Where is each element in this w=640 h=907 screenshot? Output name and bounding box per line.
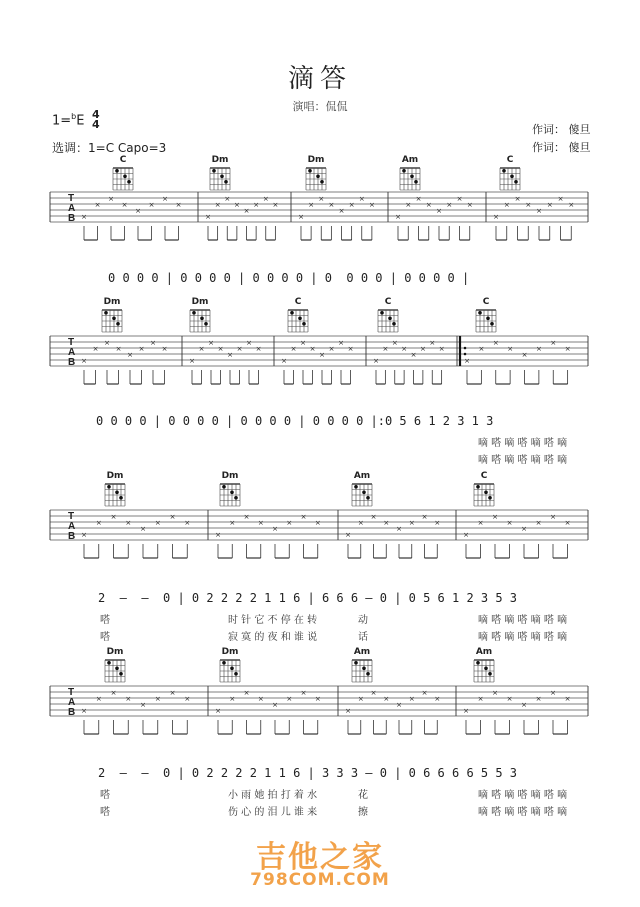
tab-note: × <box>438 345 445 353</box>
jianpu-row-1: 0 0 0 0 | 0 0 0 0 | 0 0 0 0 | 0 0 0 0 | 0 0 0 0 | <box>108 271 470 285</box>
chord-finger-dot <box>200 317 204 321</box>
tab-note: × <box>81 707 87 715</box>
tab-note: × <box>503 201 510 209</box>
chord-name: Am <box>401 155 419 165</box>
tab-note: × <box>298 213 304 221</box>
tab-note: × <box>550 513 556 521</box>
tab-note: × <box>506 519 513 527</box>
tab-note: × <box>115 345 122 353</box>
tab-note: × <box>154 519 161 527</box>
tab-letter: A <box>68 521 76 532</box>
tab-note: × <box>535 345 542 353</box>
jianpu-row-4: 2 — — 0 | 0 2 2 2 2 1 1 6 | 3 3 3 — 0 | 0 6 6 6 6 5 5 3 <box>98 766 518 780</box>
chord-finger-dot <box>234 496 238 500</box>
lyric-row4-line2-c: 擦 <box>358 807 368 818</box>
chord-finger-dot <box>476 485 480 489</box>
chord-finger-dot <box>104 311 108 315</box>
tab-note: × <box>300 339 306 347</box>
tab-note: × <box>535 519 542 527</box>
key-prefix: 1= <box>52 113 72 129</box>
jianpu-row-3: 2 — — 0 | 0 2 2 2 2 1 1 6 | 6 6 6 — 0 | 0 5 6 1 2 3 5 3 <box>98 591 518 605</box>
tab-note: × <box>127 351 133 359</box>
tab-note: × <box>314 695 321 703</box>
tab-note: × <box>253 201 260 209</box>
tab-letter: A <box>68 347 76 358</box>
tab-note: × <box>189 357 195 365</box>
lyric-row4-line2-d: 嘀 嗒 嘀 嗒 嘀 嗒 嘀 <box>478 807 568 818</box>
tab-note: × <box>464 357 470 365</box>
chord-name: Dm <box>221 647 239 657</box>
lyric-row3-line1-b: 时 针 它 不 停 在 转 <box>228 615 318 626</box>
tab-note: × <box>401 345 408 353</box>
tab-note: × <box>169 689 176 697</box>
chord-name: C <box>384 297 392 307</box>
tab-note: × <box>229 695 236 703</box>
tab-note: × <box>550 689 556 697</box>
tab-note: × <box>175 201 182 209</box>
tab-note: × <box>104 339 110 347</box>
tab-note: × <box>478 345 485 353</box>
tab-note: × <box>383 695 390 703</box>
tab-note: × <box>536 207 542 215</box>
tab-note: × <box>140 525 146 533</box>
tab-note: × <box>255 345 262 353</box>
tab-note: × <box>396 525 402 533</box>
chord-finger-dot <box>414 180 418 184</box>
chord-finger-dot <box>366 672 370 676</box>
tab-note: × <box>345 707 351 715</box>
tab-note: × <box>215 707 221 715</box>
chord-finger-dot <box>112 317 116 321</box>
chord-finger-dot <box>123 175 127 179</box>
chord-finger-dot <box>224 180 228 184</box>
lyricist-credit: 作词： 傻旦 <box>532 123 591 136</box>
tab-note: × <box>125 519 132 527</box>
chord-finger-dot <box>380 311 384 315</box>
tab-note: × <box>272 701 278 709</box>
tab-note: × <box>568 201 575 209</box>
tab-note: × <box>272 525 278 533</box>
tab-letter: B <box>68 707 76 718</box>
chord-finger-dot <box>366 496 370 500</box>
tab-note: × <box>419 345 426 353</box>
tab-note: × <box>564 345 571 353</box>
tab-note: × <box>338 207 345 215</box>
chord-finger-dot <box>362 491 366 495</box>
chord-finger-dot <box>220 175 224 179</box>
tab-note: × <box>95 695 102 703</box>
tab-note: × <box>246 339 252 347</box>
song-title: 滴答 <box>287 64 352 94</box>
tab-note: × <box>300 689 307 697</box>
chord-name: Dm <box>307 155 325 165</box>
tab-note: × <box>477 519 484 527</box>
chord-name: C <box>294 297 302 307</box>
tab-note: × <box>493 213 499 221</box>
tab-note: × <box>466 201 473 209</box>
chord-finger-dot <box>302 322 306 326</box>
chord-finger-dot <box>490 322 494 326</box>
tab-letter: B <box>68 213 76 224</box>
chord-finger-dot <box>514 180 518 184</box>
tab-note: × <box>286 519 293 527</box>
tab-note: × <box>463 531 469 539</box>
tab-note: × <box>408 519 415 527</box>
tab-note: × <box>550 339 557 347</box>
tab-note: × <box>286 695 293 703</box>
tab-note: × <box>162 195 168 203</box>
capo-info: 选调：1=C Capo=3 <box>52 141 167 155</box>
lyric-row4-line1-d: 嘀 嗒 嘀 嗒 嘀 嗒 嘀 <box>478 790 568 801</box>
tab-note: × <box>138 345 145 353</box>
tab-note: × <box>507 345 514 353</box>
tab-note: × <box>456 195 463 203</box>
tab-note: × <box>514 195 521 203</box>
tab-note: × <box>436 207 442 215</box>
tab-note: × <box>309 345 316 353</box>
chord-finger-dot <box>115 169 119 173</box>
tab-note: × <box>108 195 114 203</box>
tab-letter: T <box>68 511 75 522</box>
tab-note: × <box>184 695 191 703</box>
chord-finger-dot <box>127 180 131 184</box>
tab-note: × <box>383 519 390 527</box>
chord-finger-dot <box>115 491 119 495</box>
chord-finger-dot <box>484 491 488 495</box>
tab-note: × <box>434 695 441 703</box>
tab-note: × <box>81 531 87 539</box>
lyric-row4-line1-c: 花 <box>358 790 368 801</box>
tab-letter: B <box>68 531 76 542</box>
meter-bottom: 4 <box>92 118 100 131</box>
lyric-row3-line2-c: 话 <box>358 632 368 643</box>
chord-finger-dot <box>354 661 358 665</box>
chord-finger-dot <box>320 180 324 184</box>
chord-finger-dot <box>192 311 196 315</box>
lyric-row4-line1-b: 小 雨 她 拍 打 着 水 <box>228 790 318 801</box>
tab-note: × <box>243 513 250 521</box>
lyric-row4-line1-a: 嗒 <box>100 790 110 801</box>
tab-note: × <box>243 207 250 215</box>
chord-finger-dot <box>510 175 514 179</box>
lyric-row3-line2-b: 寂 寞 的 夜 和 谁 说 <box>228 632 318 643</box>
chord-name: C <box>506 155 514 165</box>
meter-top: 4 <box>92 108 100 121</box>
chord-finger-dot <box>298 317 302 321</box>
tab-note: × <box>328 345 335 353</box>
tab-note: × <box>148 201 155 209</box>
tab-note: × <box>396 701 402 709</box>
chord-name: Dm <box>103 297 121 307</box>
tab-note: × <box>110 513 117 521</box>
tab-note: × <box>391 339 398 347</box>
chord-finger-dot <box>212 169 216 173</box>
tab-note: × <box>492 339 499 347</box>
tab-note: × <box>233 201 240 209</box>
tab-note: × <box>198 345 205 353</box>
chord-finger-dot <box>502 169 506 173</box>
chord-finger-dot <box>392 322 396 326</box>
tab-note: × <box>236 345 243 353</box>
chord-finger-dot <box>486 317 490 321</box>
tab-note: × <box>243 689 250 697</box>
tab-note: × <box>358 195 365 203</box>
tab-note: × <box>521 351 528 359</box>
tab-note: × <box>425 201 432 209</box>
chord-name: C <box>480 471 488 481</box>
chord-finger-dot <box>388 317 392 321</box>
chord-name: C <box>482 297 490 307</box>
chord-name: Am <box>353 471 371 481</box>
chord-finger-dot <box>488 496 492 500</box>
tab-note: × <box>492 689 498 697</box>
chord-finger-dot <box>362 667 366 671</box>
tab-note: × <box>410 351 417 359</box>
tab-note: × <box>257 519 264 527</box>
tab-letter: T <box>68 193 75 204</box>
lyric-row3-line1-d: 嘀 嗒 嘀 嗒 嘀 嗒 嘀 <box>478 615 568 626</box>
lyric-row4-line2-b: 伤 心 的 泪 儿 谁 来 <box>228 807 318 818</box>
tab-note: × <box>328 201 335 209</box>
tab-note: × <box>125 695 132 703</box>
watermark-logo: 吉他之家 <box>256 840 384 875</box>
jianpu-row-2: 0 0 0 0 | 0 0 0 0 | 0 0 0 0 | 0 0 0 0 |:0 5 6 1 2 3 1 3 <box>96 414 494 428</box>
tab-note: × <box>208 339 214 347</box>
tab-note: × <box>521 525 527 533</box>
tab-note: × <box>272 201 279 209</box>
tab-note: × <box>370 689 377 697</box>
tab-note: × <box>463 707 469 715</box>
tab-note: × <box>421 513 428 521</box>
lyric-row3-line2-d: 嘀 嗒 嘀 嗒 嘀 嗒 嘀 <box>478 632 568 643</box>
tab-note: × <box>161 345 168 353</box>
tab-note: × <box>140 701 146 709</box>
chord-finger-dot <box>107 485 111 489</box>
watermark-url: 798COM.COM <box>250 870 390 890</box>
chord-name: Am <box>353 647 371 657</box>
tab-note: × <box>92 345 99 353</box>
lyric-row2-line1: 嘀 嗒 嘀 嗒 嘀 嗒 嘀 <box>478 438 568 449</box>
tab-note: × <box>546 201 553 209</box>
tab-note: × <box>521 701 527 709</box>
tab-note: × <box>81 213 87 221</box>
tab-note: × <box>506 695 513 703</box>
tab-letter: T <box>68 687 75 698</box>
tab-note: × <box>150 339 156 347</box>
chord-finger-dot <box>410 175 414 179</box>
tab-note: × <box>348 201 355 209</box>
tab-note: × <box>477 695 484 703</box>
tab-letter: A <box>68 203 76 214</box>
tab-note: × <box>564 519 571 527</box>
tab-note: × <box>395 213 401 221</box>
tab-note: × <box>535 695 542 703</box>
tab-note: × <box>229 519 236 527</box>
chord-finger-dot <box>316 175 320 179</box>
lyric-row3-line1-a: 嗒 <box>100 615 110 626</box>
tab-note: × <box>319 351 325 359</box>
tab-note: × <box>281 357 287 365</box>
chord-finger-dot <box>119 496 123 500</box>
tab-note: × <box>557 195 564 203</box>
chord-name: Dm <box>106 647 124 657</box>
tab-note: × <box>492 513 498 521</box>
chord-finger-dot <box>484 667 488 671</box>
lyric-row4-line2-a: 嗒 <box>100 807 110 818</box>
key-flat: b <box>71 112 77 121</box>
tab-note: × <box>434 519 441 527</box>
repeat-dot <box>464 353 467 356</box>
tab-note: × <box>135 207 141 215</box>
chord-name: Am <box>475 647 493 657</box>
chord-name: Dm <box>191 297 209 307</box>
tab-note: × <box>290 345 297 353</box>
tab-note: × <box>81 357 87 365</box>
chord-finger-dot <box>290 311 294 315</box>
repeat-dot <box>464 347 467 350</box>
chord-finger-dot <box>402 169 406 173</box>
chord-finger-dot <box>107 661 111 665</box>
tab-note: × <box>214 201 221 209</box>
lyric-row2-line2: 嘀 嗒 嘀 嗒 嘀 嗒 嘀 <box>478 455 568 466</box>
tab-note: × <box>421 689 428 697</box>
tab-note: × <box>357 519 364 527</box>
tab-note: × <box>184 519 191 527</box>
tab-note: × <box>154 695 161 703</box>
tab-note: × <box>318 195 325 203</box>
chord-finger-dot <box>478 311 482 315</box>
tab-note: × <box>446 201 453 209</box>
tab-note: × <box>405 201 412 209</box>
lyric-row3-line2-a: 嗒 <box>100 632 110 643</box>
chord-finger-dot <box>116 322 120 326</box>
tab-note: × <box>429 339 436 347</box>
tab-letter: T <box>68 337 75 348</box>
tab-note: × <box>525 201 532 209</box>
chord-finger-dot <box>230 667 234 671</box>
tab-note: × <box>110 689 117 697</box>
chord-finger-dot <box>308 169 312 173</box>
tab-note: × <box>415 195 422 203</box>
tab-note: × <box>227 351 233 359</box>
tab-note: × <box>357 695 364 703</box>
tab-note: × <box>382 345 389 353</box>
chord-finger-dot <box>476 661 480 665</box>
chord-finger-dot <box>222 661 226 665</box>
chord-name: Dm <box>106 471 124 481</box>
tab-note: × <box>224 195 231 203</box>
chord-name: Dm <box>211 155 229 165</box>
composer-credit: 作词： 傻旦 <box>532 141 591 154</box>
tab-note: × <box>94 201 101 209</box>
tab-note: × <box>368 201 375 209</box>
tab-letter: A <box>68 697 76 708</box>
tab-note: × <box>338 339 344 347</box>
tab-note: × <box>373 357 379 365</box>
tab-note: × <box>564 695 571 703</box>
tab-note: × <box>121 201 128 209</box>
lyric-row3-line1-c: 动 <box>358 615 368 626</box>
tab-note: × <box>215 531 221 539</box>
chord-name: Dm <box>221 471 239 481</box>
chord-finger-dot <box>488 672 492 676</box>
chord-finger-dot <box>115 667 119 671</box>
tab-note: × <box>370 513 377 521</box>
singer-credit: 演唱：侃侃 <box>292 100 348 113</box>
tab-note: × <box>205 213 211 221</box>
tab-note: × <box>257 695 264 703</box>
tab-note: × <box>95 519 102 527</box>
tab-note: × <box>308 201 315 209</box>
chord-finger-dot <box>354 485 358 489</box>
chord-finger-dot <box>222 485 226 489</box>
tab-note: × <box>217 345 224 353</box>
tab-note: × <box>314 519 321 527</box>
chord-finger-dot <box>234 672 238 676</box>
key-note: E <box>76 113 85 129</box>
tab-note: × <box>408 695 415 703</box>
tab-note: × <box>169 513 176 521</box>
chord-finger-dot <box>230 491 234 495</box>
tab-note: × <box>347 345 354 353</box>
chord-name: C <box>119 155 127 165</box>
tab-letter: B <box>68 357 76 368</box>
tab-note: × <box>300 513 307 521</box>
chord-finger-dot <box>119 672 123 676</box>
chord-finger-dot <box>204 322 208 326</box>
tab-note: × <box>262 195 269 203</box>
tab-note: × <box>345 531 351 539</box>
